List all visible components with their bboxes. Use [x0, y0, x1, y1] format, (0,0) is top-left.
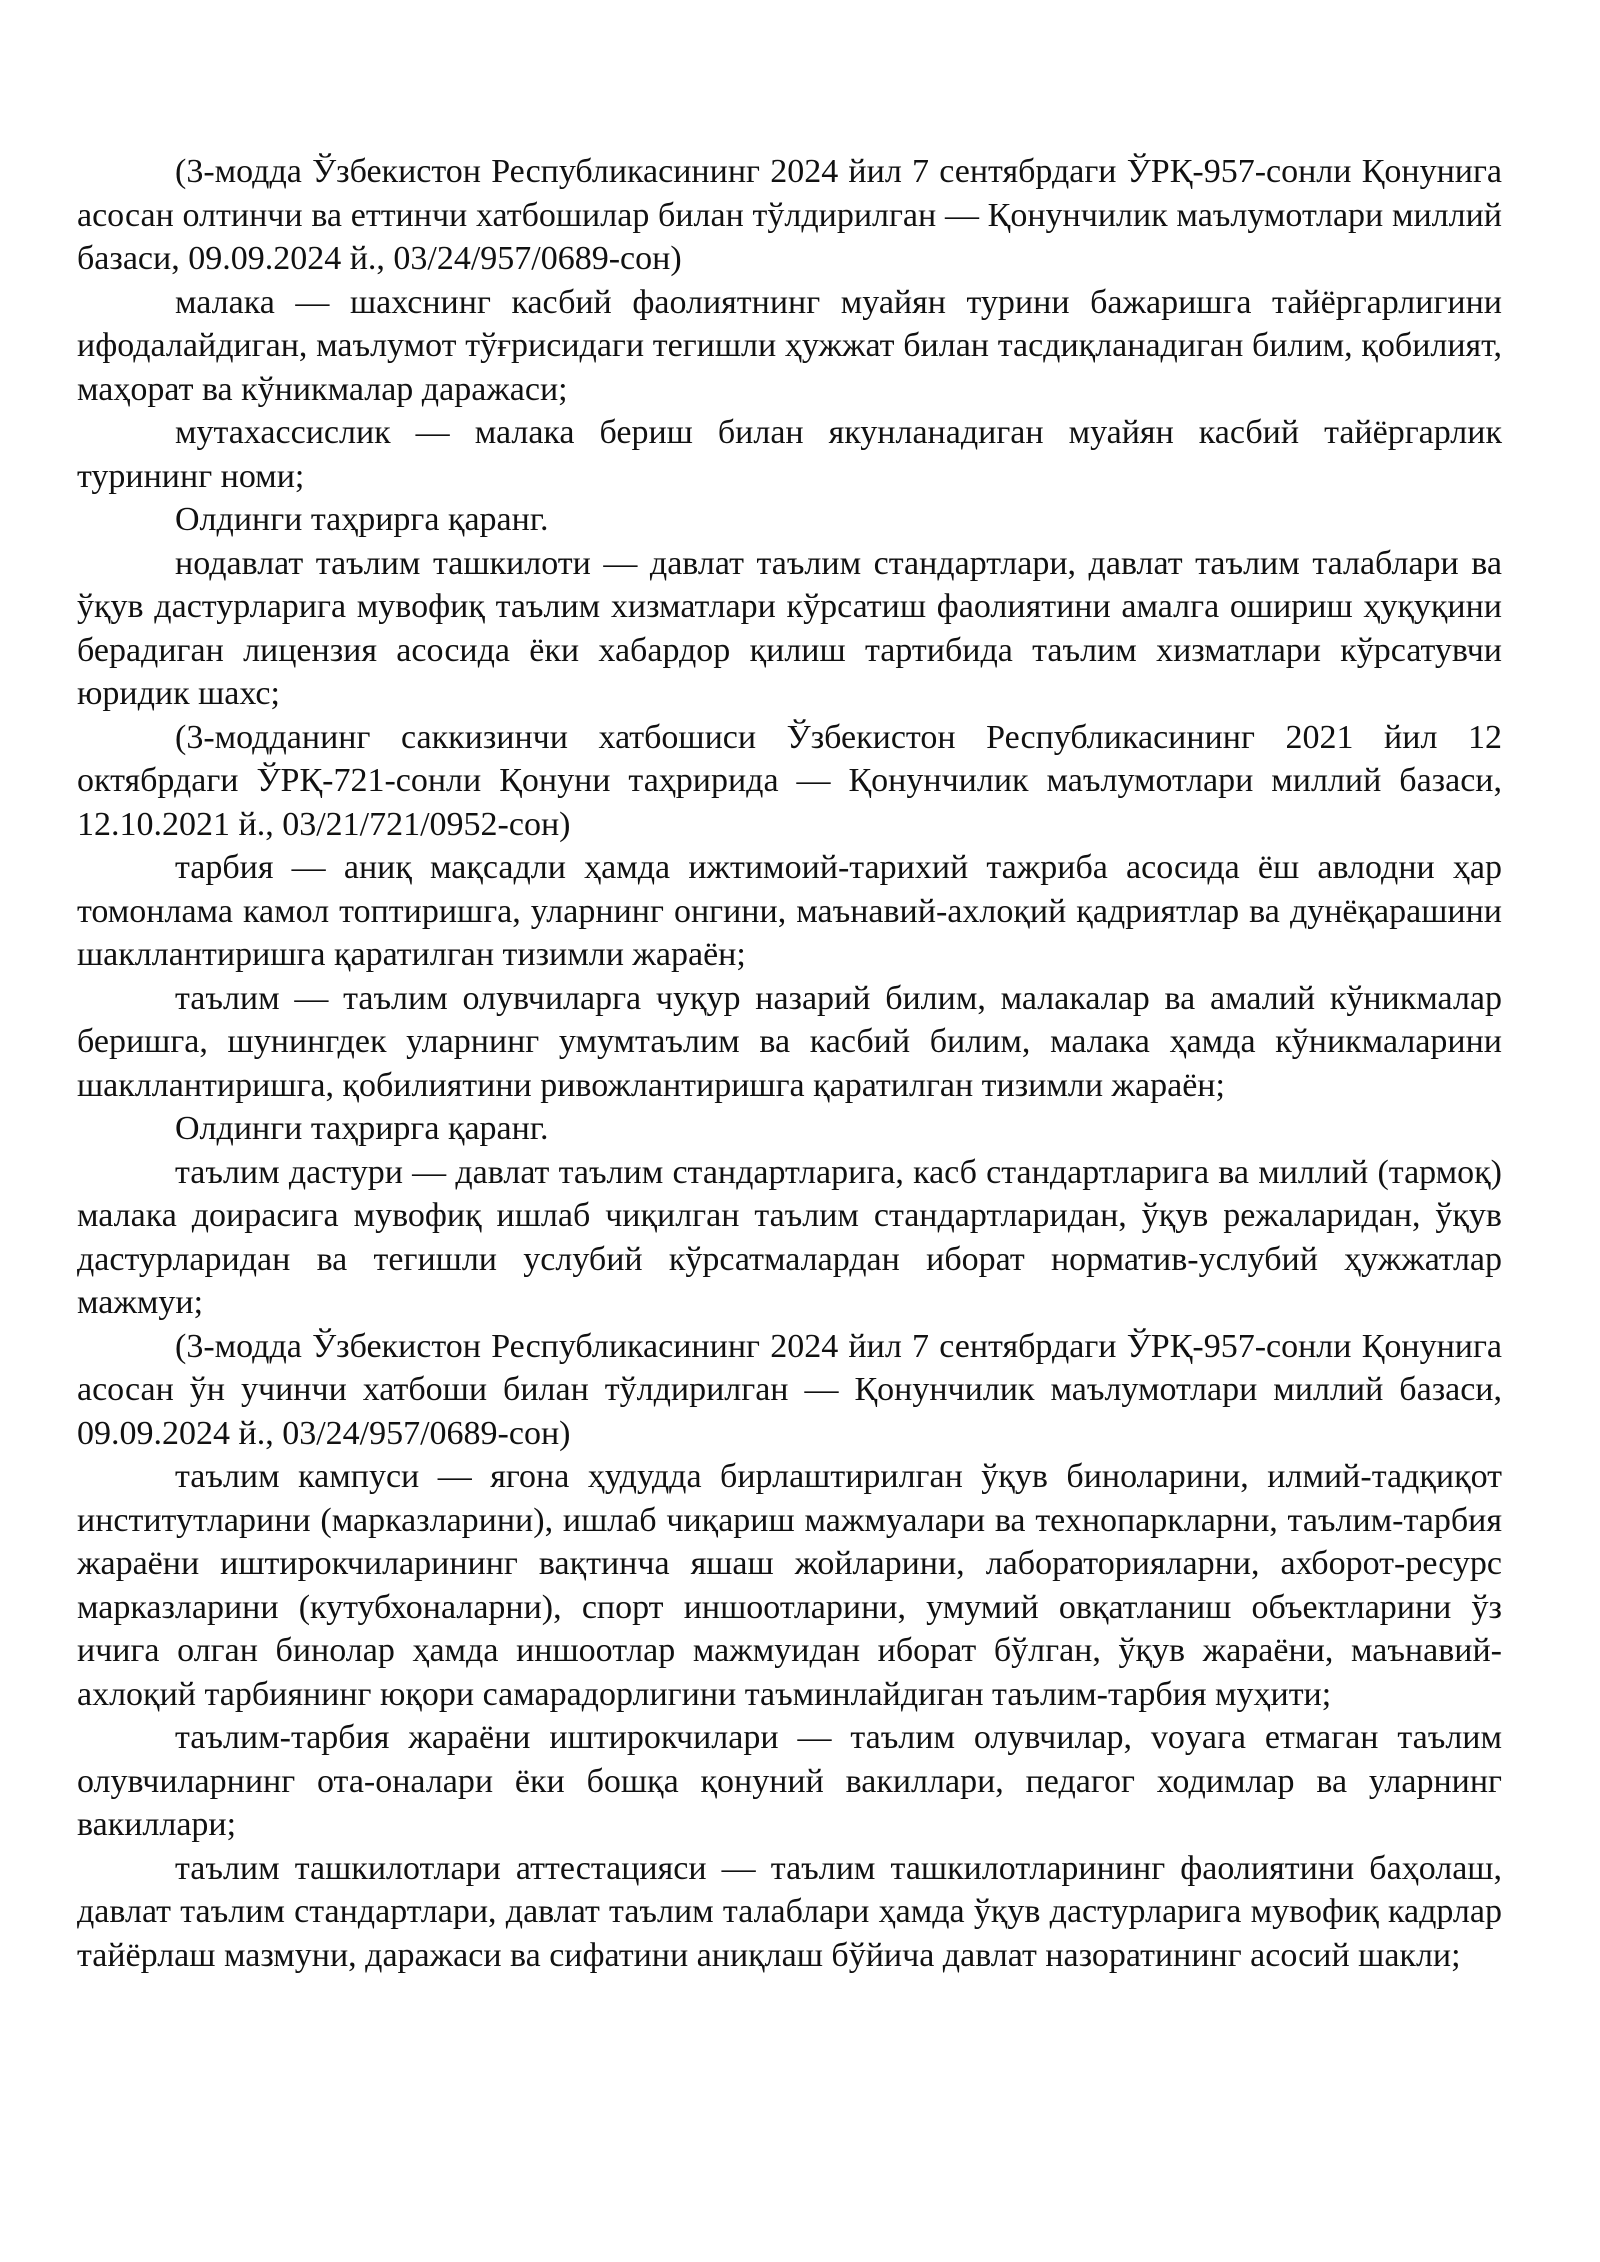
definition-talim-dasturi: таълим дастури — давлат таълим стандартларига, касб стандартларига ва миллий (тармоқ) малака доирасига мувофиқ ишлаб чиқилган таълим стандартларидан, ўқув режаларидан, ўқув дастурларидан ва тегишли услубий кўрсатмалардан иборат норматив-услубий ҳужжатлар мажмуи;: [77, 1153, 1502, 1321]
definition-talim-tashkilotlari-attestatsiyasi: таълим ташкилотлари аттестацияси — таълим ташкилотларининг фаолиятини баҳолаш, давлат таълим стандартлари, давлат таълим талаблари ҳамда ўқув дастурларига мувофиқ кадрлар тайёрлаш мазмуни, даражаси ва сифатини аниқлаш бўйича давлат назоратининг асосий шакли;: [77, 1849, 1502, 1974]
amendment-note: (3-модда Ўзбекистон Республикасининг 2024 йил 7 сентябрдаги ЎРҚ-957-сонли Қонунига асосан олтинчи ва еттинчи хатбошилар билан тўлдирилган — Қонунчилик маълумотлари миллий базаси, 09.09.2024 й., 03/24/957/0689-сон): [77, 153, 1502, 277]
definition-talim-tarbiya-ishtirokchilari: таълим-тарбия жараёни иштирокчилари — таълим олувчилар, voyaга етмаган таълим олувчиларнинг ота-оналари ёки бошқа қонуний вакиллари, педагог ходимлар ва уларнинг вакиллари;: [77, 1719, 1502, 1843]
document-page: [77, 150, 1502, 1977]
definition-malaka: малака — шахснинг касбий фаолиятнинг муайян турини бажаришга тайёргарлигини ифодалайдиган, маълумот тўғрисидаги тегишли ҳужжат билан тасдиқланадиган билим, қобилият, маҳорат ва кўникмалар даражаси;: [77, 283, 1502, 408]
previous-edition-link[interactable]: Олдинги таҳрирга қаранг.: [175, 501, 549, 538]
previous-edition-link[interactable]: Олдинги таҳрирга қаранг.: [175, 1110, 549, 1147]
definition-talim: таълим — таълим олувчиларга чуқур назарий билим, малакалар ва амалий кўникмалар беришга, шунингдек уларнинг умумтаълим ва касбий билим, малака ҳамда кўникмаларини шакллантиришга, қобилиятини ривожлантиришга қаратилган тизимли жараён;: [77, 979, 1502, 1104]
definition-nodavlat-talim-tashkiloti: нодавлат таълим ташкилоти — давлат таълим стандартлари, давлат таълим талаблари ва ўқув дастурларига мувофиқ таълим хизматлари кўрсатиш фаолиятини амалга ошириш ҳуқуқини берадиган лицензия асосида ёки хабардор қилиш тартибида таълим хизматлари кўрсатувчи юридик шахс;: [77, 544, 1502, 712]
amendment-note: (3-модданинг саккизинчи хатбошиси Ўзбекистон Республикасининг 2021 йил 12 октябрдаги ЎРҚ-721-сонли Қонуни таҳририда — Қонунчилик маълумотлари миллий базаси, 12.10.2021 й., 03/21/721/0952-сон): [77, 718, 1502, 843]
definition-tarbiya: тарбия — аниқ мақсадли ҳамда ижтимоий-тарихий тажриба асосида ёш авлодни ҳар томонлама камол топтиришга, уларнинг онгини, маънавий-ахлоқий қадриятлар ва дунёқарашини шакллантиришга қаратилган тизимли жараён;: [77, 849, 1502, 973]
definition-talim-kampusi: таълим кампуси — ягона ҳудудда бирлаштирилган ўқув биноларини, илмий-тадқиқот институтларини (марказларини), ишлаб чиқариш мажмуалари ва технопаркларни, таълим-тарбия жараёни иштирокчиларининг вақтинча яшаш жойларини, лабораторияларни, ахборот-ресурс марказларини (кутубхоналарни), спорт иншоотларини, умумий овқатланиш объектларини ўз ичига олган бинолар ҳамда иншоотлар мажмуидан иборат бўлган, ўқув жараёни, маънавий-ахлоқий тарбиянинг юқори самарадорлигини таъминлайдиган таълим-тарбия муҳити;: [77, 1458, 1502, 1713]
amendment-note: (3-модда Ўзбекистон Республикасининг 2024 йил 7 сентябрдаги ЎРҚ-957-сонли Қонунига асосан ўн учинчи хатбоши билан тўлдирилган — Қонунчилик маълумотлари миллий базаси, 09.09.2024 й., 03/24/957/0689-сон): [77, 1327, 1502, 1452]
definition-mutakhassislik: мутахассислик — малака бериш билан якунланадиган муайян касбий тайёргарлик турининг номи;: [77, 414, 1502, 495]
